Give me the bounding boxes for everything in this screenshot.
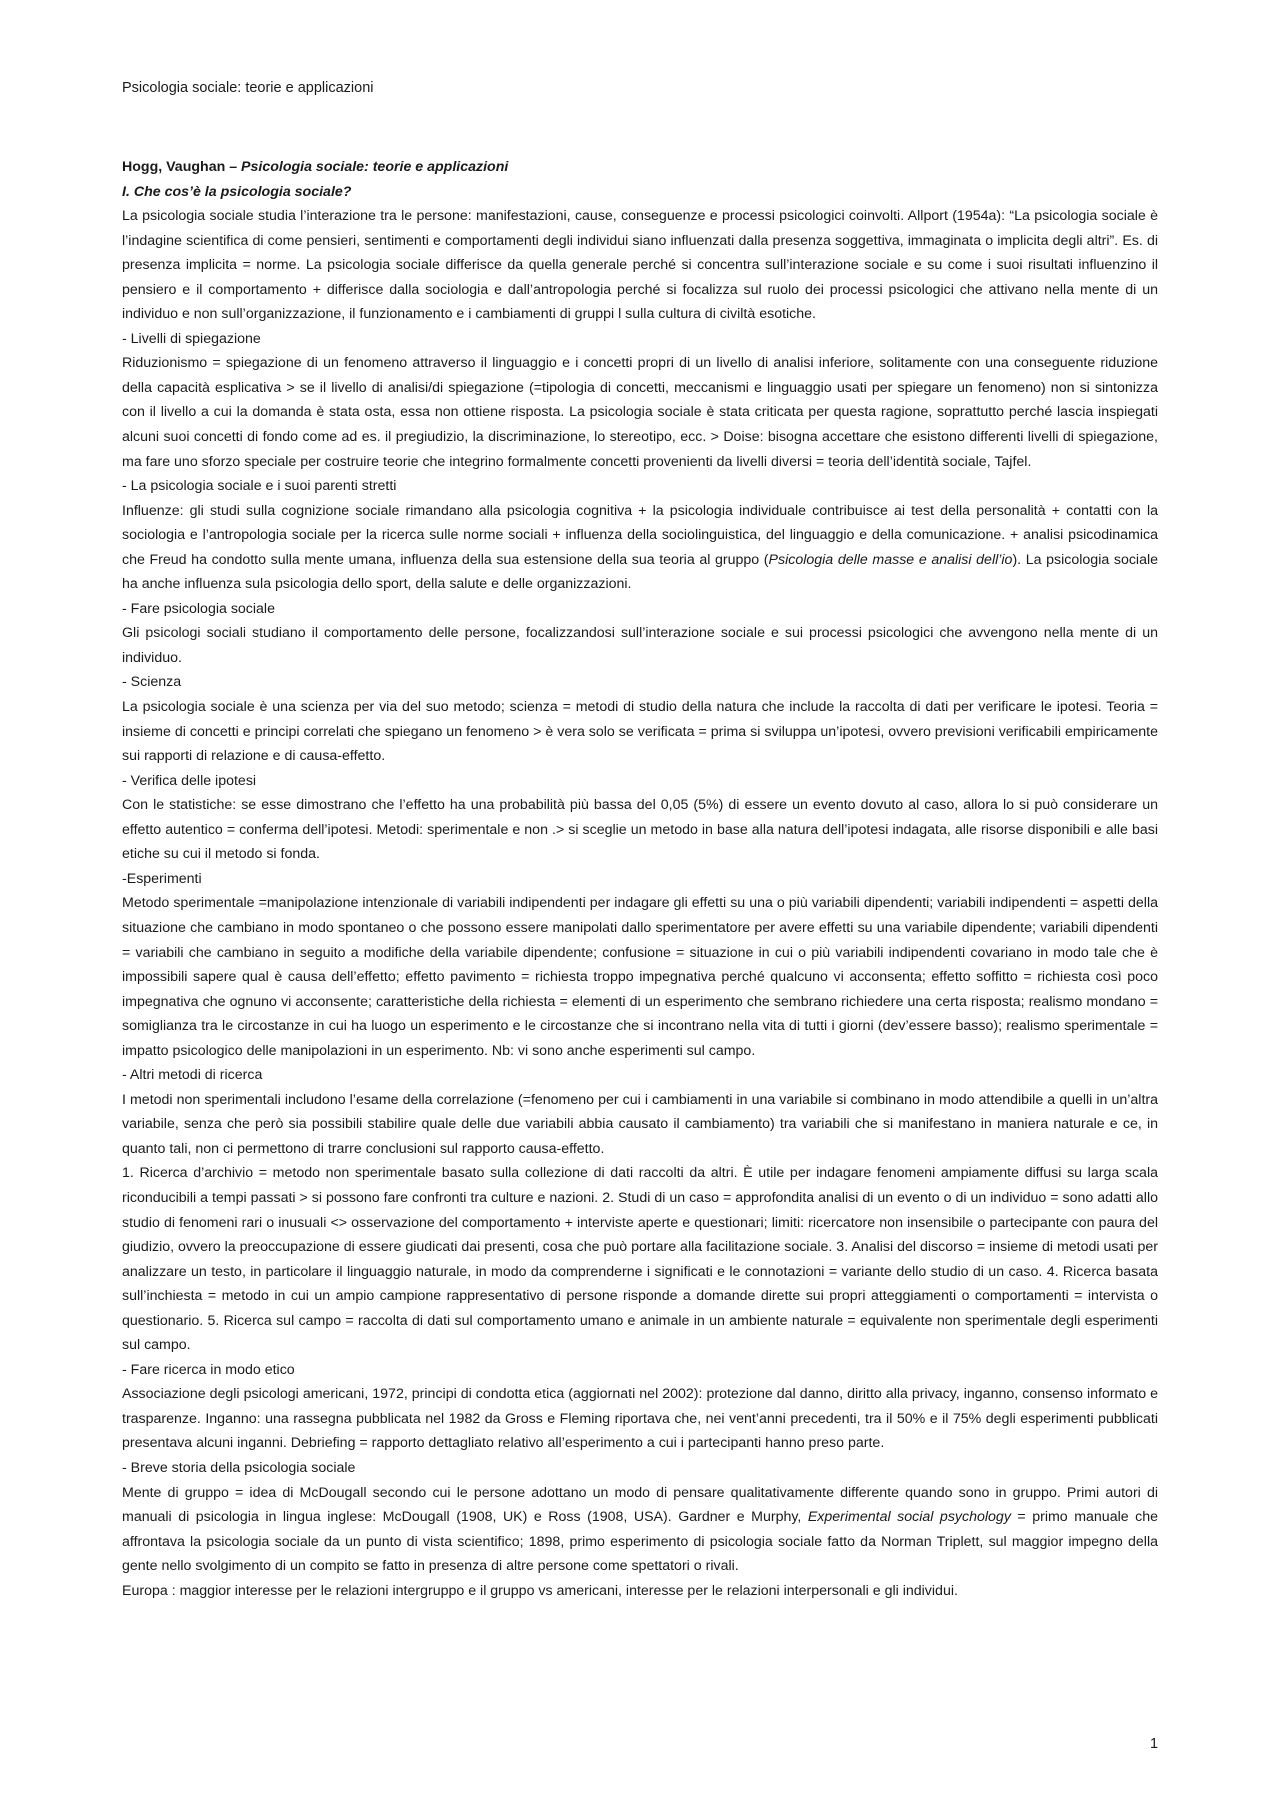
section-heading-scienza: - Scienza	[122, 674, 182, 691]
section-heading-esperimenti: -Esperimenti	[122, 870, 202, 887]
page-number: 1	[1150, 1736, 1159, 1752]
title-authors: Hogg, Vaughan –	[122, 159, 242, 175]
document-title	[122, 155, 1158, 180]
section-heading-verifica: - Verifica delle ipotesi	[122, 772, 257, 789]
paragraph-storia-part-a: Mente di gruppo = idea di McDougall secondo cui le persone adottano un modo di pensare qualitativamente differente quando sono in gruppo. Primi autori di manuali di psicologia in lingua inglese: McDougall (1908, UK) e Ross (1908, USA). Gardner e Murphy,	[122, 1484, 1158, 1526]
section-heading-livelli: - Livelli di spiegazione	[122, 330, 261, 347]
paragraph-parenti	[122, 499, 1158, 597]
section-heading-etico: - Fare ricerca in modo etico	[122, 1361, 295, 1378]
section-heading-parenti: - La psicologia sociale e i suoi parenti stretti	[122, 478, 397, 495]
paragraph-storia	[122, 1481, 1158, 1579]
section-heading-altri: - Altri metodi di ricerca	[122, 1067, 263, 1084]
paragraph-parenti-part-a: Influenze: gli studi sulla cognizione sociale rimandano alla psicologia cognitiva + la psicologia individuale contribuisce ai test della personalità + contatti con la sociologia e l’antropologia sociale per la ricerca sulle norme sociali + influenza della sociolinguistica, del linguaggio e della comunicazione. + analisi psicodinamica che Freud ha condotto sulla mente umana, influenza della sua estensione della sua teoria al gruppo (	[122, 502, 1158, 568]
paragraph-europa: Europa : maggior interesse per le relazioni intergruppo e il gruppo vs americani, interesse per le relazioni interpersonali e gli individui.	[122, 1582, 958, 1599]
paragraph-fare: Gli psicologi sociali studiano il comportamento delle persone, focalizzandosi sull’interazione sociale e sui processi psicologici che avvengono nella mente di un individuo.	[122, 625, 1158, 666]
running-header: Psicologia sociale: teorie e applicazioni	[122, 80, 374, 96]
section-heading-storia: - Breve storia della psicologia sociale	[122, 1459, 356, 1476]
paragraph-etico: Associazione degli psicologi americani, 1972, principi di condotta etica (aggiornati nel 2002): protezione dal danno, diritto alla privacy, inganno, consenso informato e trasparenze. Inganno: una rassegna pubblicata nel 1982 da Gross e Fleming riportava che, nei vent’anni precedenti, tra il 50% e il 75% degli esperimenti pubblicati presentava alcuni inganni. Debriefing = rapporto dettagliato relativo all’esperimento a cui i partecipanti hanno preso parte.	[122, 1386, 1158, 1452]
paragraph-intro: La psicologia sociale studia l’interazione tra le persone: manifestazioni, cause, conseguenze e processi psicologici coinvolti. Allport (1954a): “La psicologia sociale è l’indagine scientifica di come pensieri, sentimenti e comportamenti degli individui siano influenzati dalla presenza soggettiva, immaginata o implicita degli altri”. Es. di presenza implicita = norme. La psicologia sociale differisce da quella generale perché si concentra sull’interazione sociale e su come i suoi risultati influenzino il pensiero e il comportamento + differisce dalla sociologia e dall’antropologia perché si focalizza sul ruolo dei processi psicologici che attivano nella mente di un individuo e non sull’organizzazione, il funzionamento e i cambiamenti di gruppi l sulla cultura di civiltà esotiche.	[122, 208, 1158, 323]
paragraph-storia-part-b: = primo manuale che affrontava la psicologia sociale da un punto di vista scientifico; 1898, primo esperimento di psicologia sociale fatto da Norman Triplett, sul maggior impegno della gente nello svolgimento di un compito se fatto in presenza di altre persone come spettatori o rivali.	[122, 1509, 1159, 1575]
paragraph-altri-list: 1. Ricerca d’archivio = metodo non sperimentale basato sulla collezione di dati raccolti da altri. È utile per indagare fenomeni ampiamente diffusi su larga scala riconducibili a tempi passati > si possono fare confronti tra culture e nazioni. 2. Studi di un caso = approfondita analisi di un evento o di un individuo = sono adatti allo studio di fenomeni rari o inusuali <> osservazione del comportamento + interviste aperte e questionari; limiti: ricercatore non insensibile o partecipante con paura del giudizio, ovvero la preoccupazione di essere giudicati dai presenti, cosa che può portare alla facilitazione sociale. 3. Analisi del discorso = insieme di metodi usati per analizzare un testo, in particolare il linguaggio naturale, in modo da comprenderne i significati e le connotazioni = variante dello studio di un caso. 4. Ricerca basata sull’inchiesta = metodo in cui un ampio campione rappresentativo di persone risponde a domande dirette sui propri atteggiamenti o comportamenti = intervista o questionario. 5. Ricerca sul campo = raccolta di dati sul comportamento umano e animale in un ambiente naturale = equivalente non sperimentale degli esperimenti sul campo.	[122, 1165, 1158, 1354]
section-heading-fare: - Fare psicologia sociale	[122, 600, 275, 617]
paragraph-verifica: Con le statistiche: se esse dimostrano che l’effetto ha una probabilità più bassa del 0,05 (5%) di essere un evento dovuto al caso, allora lo si può considerare un effetto autentico = conferma dell’ipotesi. Metodi: sperimentale e non .> si sceglie un metodo in base alla natura dell’ipotesi indagata, alle risorse disponibili e alle basi etiche su cui il metodo si fonda.	[122, 797, 1158, 863]
paragraph-parenti-part-b: ). La psicologia sociale ha anche influenza sula psicologia dello sport, della salute e delle organizzazioni.	[122, 551, 1159, 593]
paragraph-storia-italic: Experimental social psychology	[807, 1509, 1011, 1526]
title-book: Psicologia sociale: teorie e applicazioni	[241, 159, 509, 175]
document-body	[122, 155, 1158, 1603]
paragraph-esperimenti: Metodo sperimentale =manipolazione intenzionale di variabili indipendenti per indagare gli effetti su una o più variabili dipendenti; variabili indipendenti = aspetti della situazione che cambiano in modo spontaneo o che possono essere manipolati dallo sperimentatore per avere effetti su una variabile dipendente; variabili dipendenti = variabili che cambiano in seguito a modifiche della variabile dipendente; confusione = situazione in cui o più variabili indipendenti covariano in modo tale che è impossibili sapere qual è causa dell’effetto; effetto pavimento = richiesta troppo impegnativa perché qualcuno vi acconsenta; effetto soffitto = richiesta così poco impegnativa che ognuno vi acconsente; caratteristiche della richiesta = elementi di un esperimento che sembrano richiedere una certa risposta; realismo mondano = somiglianza tra le circostanze in cui ha luogo un esperimento e le circostanze che si incontrano nella vita di tutti i giorni (dev’essere basso); realismo sperimentale = impatto psicologico delle manipolazioni in un esperimento. Nb: vi sono anche esperimenti sul campo.	[122, 895, 1158, 1059]
paragraph-parenti-italic: Psicologia delle masse e analisi dell’io	[768, 551, 1013, 568]
chapter-heading: I. Che cos’è la psicologia sociale?	[122, 183, 352, 200]
paragraph-livelli: Riduzionismo = spiegazione di un fenomeno attraverso il linguaggio e i concetti propri di un livello di analisi inferiore, solitamente con una conseguente riduzione della capacità esplicativa > se il livello di analisi/di spiegazione (=tipologia di concetti, meccanismi e linguaggio usati per spiegare un fenomeno) non si sintonizza con il livello a cui la domanda è stata osta, essa non ottiene risposta. La psicologia sociale è stata criticata per questa ragione, soprattutto perché lascia inspiegati alcuni suoi concetti di fondo come ad es. il pregiudizio, la discriminazione, lo stereotipo, ecc. > Doise: bisogna accettare che esistono differenti livelli di spiegazione, ma fare uno sforzo speciale per costruire teorie che integrino formalmente concetti provenienti da livelli diversi = teoria dell’identità sociale, Tajfel.	[122, 355, 1158, 470]
paragraph-altri: I metodi non sperimentali includono l’esame della correlazione (=fenomeno per cui i cambiamenti in una variabile si combinano in modo attendibile a quelli in un’altra variabile, senza che però sia possibili stabilire quale delle due variabili abbia causato il cambiamento) tra variabili che si manifestano in maniera naturale e ce, in quanto tali, non ci permettono di trarre conclusioni sul rapporto causa-effetto.	[122, 1091, 1158, 1157]
paragraph-scienza: La psicologia sociale è una scienza per via del suo metodo; scienza = metodi di studio della natura che include la raccolta di dati per verificare le ipotesi. Teoria = insieme di concetti e principi correlati che spiegano un fenomeno > è vera solo se verificata = prima si sviluppa un’ipotesi, ovvero previsioni verificabili empiricamente sui rapporti di relazione e di causa-effetto.	[122, 699, 1158, 765]
